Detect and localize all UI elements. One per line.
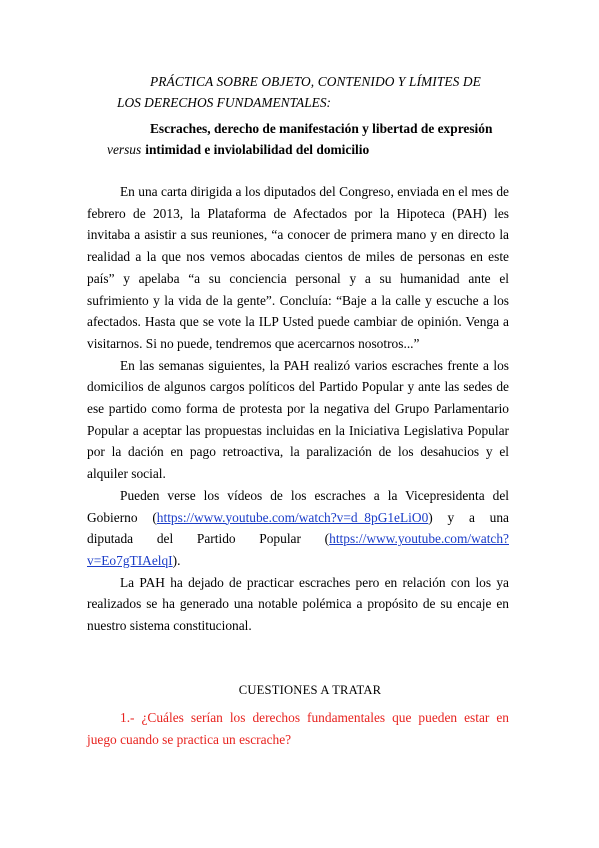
subtitle-line-1: Escraches, derecho de manifestación y libertad de expresión	[150, 121, 493, 136]
paragraph-2: En las semanas siguientes, la PAH realizó varios escraches frente a los domicilios de algunos cargos políticos del Partido Popular y ante las sedes de ese partido como forma de protesta por la negativa del Grupo Parlamentario Popular a aceptar las propuestas incluidas en la Iniciativa Legislativa Popular por la dación en pago retroactiva, la paralización de los desahucios y el alquiler social.	[87, 357, 509, 482]
subtitle-line-2-rest: intimidad e inviolabilidad del domicilio	[145, 142, 370, 157]
question-list	[87, 707, 509, 750]
paragraph-1: En una carta dirigida a los diputados del Congreso, enviada en el mes de febrero de 2013, la Plataforma de Afectados por la Hipoteca (PAH) les invitaba a asistir a sus reuniones, “a conocer de primera mano y en directo la realidad a la que nos vemos abocadas cientos de miles de personas en este país” y apelaba “a su conciencia personal y a su humanidad ante el sufrimiento y la vida de la gente”. Concluía: “Baje a la calle y escuche a los afectados. Hasta que se vote la ILP Usted puede cambiar de opinión. Venga a visitarnos. Si no puede, tendremos que acercarnos nosotros...”	[87, 184, 509, 351]
title-line-1: PRÁCTICA SOBRE OBJETO, CONTENIDO Y LÍMITES DE	[150, 74, 481, 89]
video-link-diputada[interactable]: https://www.youtube.com/watch?v=Eo7gTIAelqI	[87, 531, 509, 568]
paragraph-4: La PAH ha dejado de practicar escraches pero en relación con los ya realizados se ha generado una notable polémica a propósito de su encaje en nuestro sistema constitucional.	[87, 574, 509, 634]
video-link-vicepresidenta[interactable]: https://www.youtube.com/watch?v=d_8pG1eLiO0	[156, 509, 429, 525]
paragraph-3	[87, 485, 509, 572]
paragraph-3-part-b: ) y a una diputada del Partido Popular (	[87, 509, 509, 547]
paragraph-3-part-c: ).	[172, 552, 181, 568]
paragraph-3-part-a: Pueden verse los vídeos de los escraches a la Vicepresidenta del Gobierno (	[87, 487, 509, 525]
section-heading: CUESTIONES A TRATAR	[238, 683, 382, 697]
body-text	[87, 181, 509, 637]
subtitle-versus: versus	[107, 142, 142, 157]
question-1: 1.- ¿Cuáles serían los derechos fundamentales que pueden estar en juego cuando se practica un escrache?	[87, 710, 509, 747]
subtitle-line-2	[107, 142, 507, 158]
title-line-2: LOS DERECHOS FUNDAMENTALES:	[117, 95, 331, 110]
